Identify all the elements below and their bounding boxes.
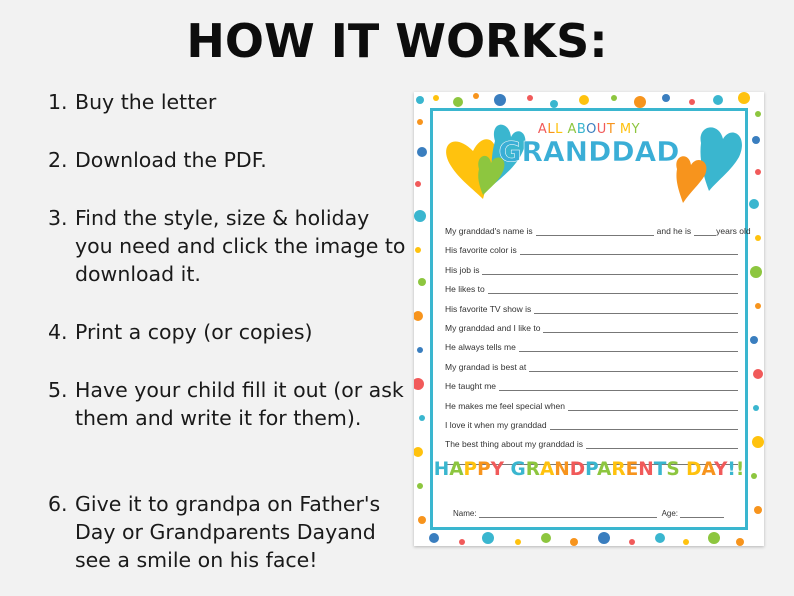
form-label: He taught me	[445, 381, 497, 392]
heading-all-about-my: ALL ABOUT MY	[537, 122, 641, 137]
step-text: Print a copy (or copies)	[75, 320, 313, 344]
step-item	[48, 376, 408, 432]
step-text: Find the style, size & holiday you need and click the image to download it.	[75, 206, 406, 286]
form-label: years old	[716, 226, 751, 236]
step-text: Buy the letter	[75, 90, 217, 114]
polka-dot	[415, 247, 421, 253]
polka-dot	[755, 169, 761, 175]
form-row	[445, 243, 738, 255]
fill-line	[543, 324, 738, 333]
polka-dot	[598, 532, 610, 544]
form-row-name	[445, 224, 751, 236]
step-number: 4.	[48, 320, 68, 344]
polka-dot	[417, 147, 427, 157]
polka-dot	[429, 533, 439, 543]
fill-line	[534, 305, 738, 314]
polka-dot	[550, 100, 558, 108]
step-text: Download the PDF.	[75, 148, 267, 172]
step-item	[48, 88, 408, 116]
fill-line	[519, 343, 738, 352]
polka-dot	[453, 97, 463, 107]
polka-dot	[689, 99, 695, 105]
form-row	[445, 418, 738, 430]
form-label: and he is	[656, 226, 692, 236]
fill-line	[488, 285, 738, 294]
polka-dot	[754, 506, 762, 514]
polka-dot	[414, 210, 426, 222]
form-label: My granddad's name is	[445, 226, 533, 236]
polka-dot	[753, 405, 759, 411]
form-label: His favorite color is	[445, 245, 517, 256]
step-number: 1.	[48, 90, 68, 114]
step-item	[48, 318, 408, 346]
polka-dot	[417, 347, 423, 353]
form-label: He makes me feel special when	[445, 400, 566, 411]
step-number: 2.	[48, 148, 68, 172]
polka-dot	[414, 447, 423, 457]
form-row	[445, 263, 738, 275]
form-label: His job is	[445, 264, 480, 275]
step-text: Have your child fill it out (or ask them and write it for them).	[75, 378, 404, 430]
polka-dot	[662, 94, 670, 102]
name-label: Name:	[453, 509, 477, 518]
form-label: He always tells me	[445, 342, 516, 353]
form-label: He likes to	[445, 284, 485, 295]
step-item	[48, 204, 408, 288]
form-row	[445, 340, 738, 352]
fill-line	[568, 402, 738, 411]
polka-dot	[755, 111, 761, 117]
age-label: Age:	[661, 509, 679, 518]
step-text: Give it to grandpa on Father's Day or Grandparents Dayand see a smile on his face!	[75, 492, 381, 572]
form-label: I love it when my granddad	[445, 420, 547, 430]
happy-grandparents-day-title: HAPPY GRANDPARENTS DAY!!	[433, 459, 745, 480]
page-title: HOW IT WORKS:	[186, 14, 608, 68]
polka-dot	[611, 95, 617, 101]
polka-dot	[494, 94, 506, 106]
form-row	[445, 379, 738, 391]
form-label: His favorite TV show is	[445, 303, 532, 314]
step-item	[48, 490, 408, 574]
polka-dot	[541, 533, 551, 543]
polka-dot	[751, 473, 757, 479]
form-row	[445, 302, 738, 314]
form-label: The best thing about my granddad is	[445, 439, 583, 450]
polka-dot	[752, 136, 760, 144]
letter-preview	[414, 92, 764, 546]
fill-line	[520, 246, 738, 255]
polka-dot	[738, 92, 750, 104]
polka-dot	[750, 336, 758, 344]
polka-dot	[418, 516, 426, 524]
polka-dot	[482, 532, 494, 544]
form-row	[445, 321, 738, 333]
polka-dot	[683, 539, 689, 545]
age-line	[680, 509, 724, 518]
form-row	[445, 360, 738, 372]
fill-line	[499, 382, 738, 391]
polka-dot	[527, 95, 533, 101]
form-label: My grandad is best at	[445, 361, 527, 372]
letter-frame	[430, 108, 751, 530]
polka-dot	[515, 539, 521, 545]
polka-dot	[415, 181, 421, 187]
polka-dot	[750, 266, 762, 278]
polka-dot	[713, 95, 723, 105]
polka-dot	[752, 436, 764, 448]
fill-line	[550, 421, 738, 430]
form-row	[445, 399, 738, 411]
name-age-row	[453, 506, 731, 518]
fill-line	[536, 227, 654, 236]
form-row	[445, 282, 738, 294]
polka-dot	[459, 539, 465, 545]
polka-dot	[753, 369, 763, 379]
fill-line	[694, 227, 716, 236]
polka-dot	[634, 96, 646, 108]
polka-dot	[755, 235, 761, 241]
form-label: My granddad and I like to	[445, 323, 541, 333]
polka-dot	[629, 539, 635, 545]
fill-line	[482, 266, 738, 275]
polka-dot	[736, 538, 744, 546]
polka-dot	[570, 538, 578, 546]
polka-dot	[417, 483, 423, 489]
polka-dot	[414, 378, 424, 390]
fill-line	[529, 363, 738, 372]
form-row	[445, 437, 738, 449]
heading-granddad: GRANDDAD	[498, 135, 680, 168]
step-number: 3.	[48, 206, 68, 230]
step-number: 5.	[48, 378, 68, 402]
polka-dot	[416, 96, 424, 104]
name-line	[479, 509, 657, 518]
polka-dot	[414, 311, 423, 321]
fill-line	[586, 440, 738, 449]
polka-dot	[418, 278, 426, 286]
polka-dot	[579, 95, 589, 105]
step-item	[48, 146, 408, 174]
polka-dot	[708, 532, 720, 544]
polka-dot	[655, 533, 665, 543]
polka-dot	[417, 119, 423, 125]
polka-dot	[473, 93, 479, 99]
polka-dot	[755, 303, 761, 309]
polka-dot	[433, 95, 439, 101]
polka-dot	[419, 415, 425, 421]
step-number: 6.	[48, 492, 68, 516]
